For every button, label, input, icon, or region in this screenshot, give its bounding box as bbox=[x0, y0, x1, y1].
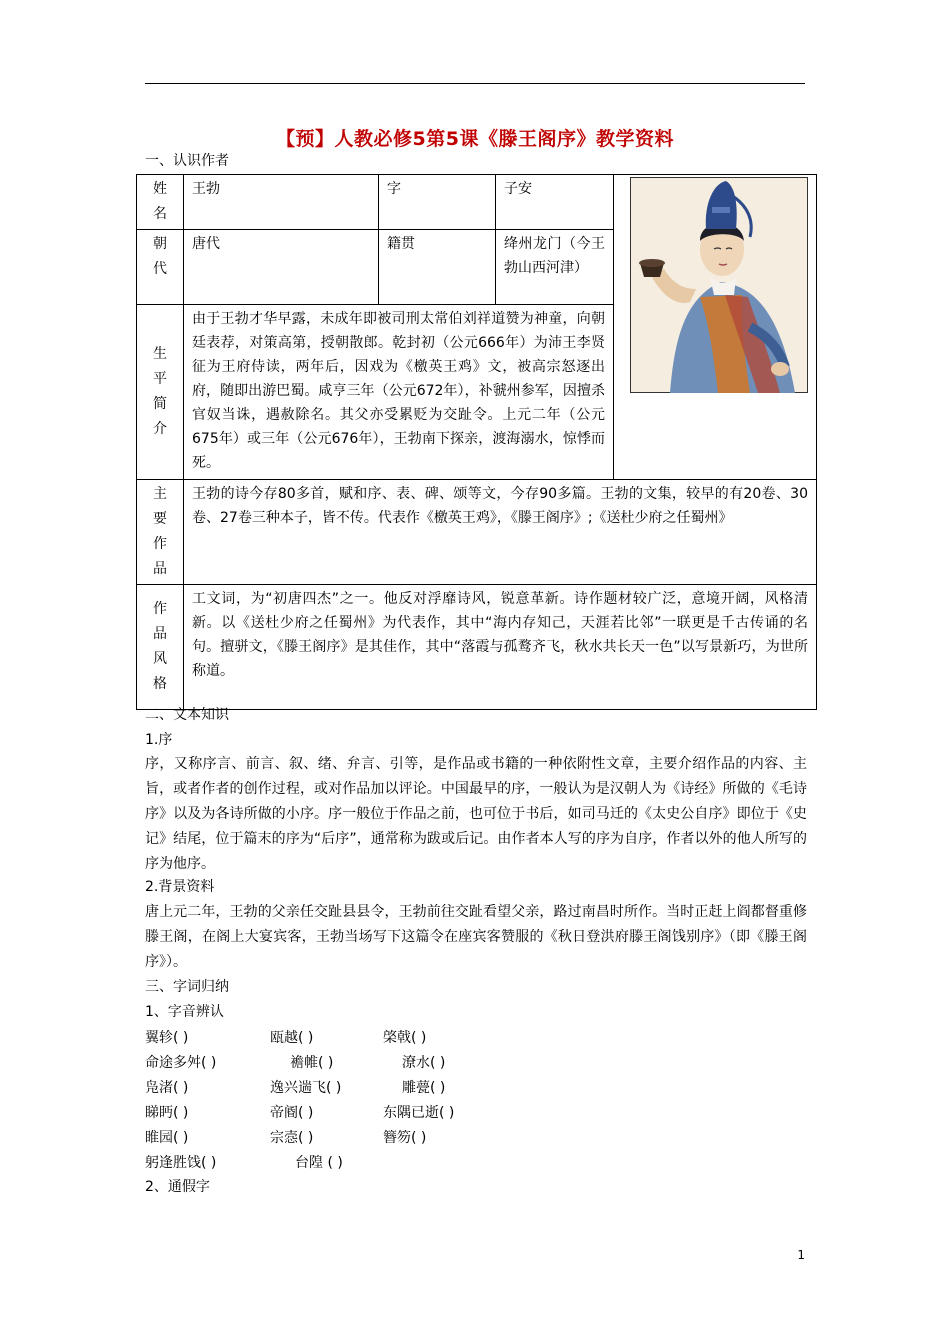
list-item: 凫渚( ) bbox=[145, 1080, 189, 1096]
name-value: 王勃 bbox=[184, 175, 379, 230]
list-item: 躬逢胜饯( ) bbox=[145, 1155, 217, 1171]
list-item: 翼轸( ) bbox=[145, 1030, 189, 1046]
dynasty-value: 唐代 bbox=[184, 230, 379, 305]
native-place-value: 绛州龙门（今王勃山西河津） bbox=[496, 230, 614, 305]
section-heading-vocabulary: 三、字词归纳 bbox=[145, 979, 229, 995]
document-title: 【预】人教必修5第5课《滕王阁序》教学资料 bbox=[276, 128, 674, 150]
header-rule bbox=[145, 83, 805, 84]
list-item: 帝阍( ) bbox=[270, 1105, 314, 1121]
biography-label: 生 平 简 介 bbox=[137, 305, 184, 480]
major-works-value: 王勃的诗今存80多首，赋和序、表、碑、颂等文，今存90多篇。王勃的文集，较早的有20卷、30卷、27卷三种本子，皆不传。代表作《檄英王鸡》，《滕王阁序》;《送杜少府之任蜀州》 bbox=[184, 480, 817, 585]
portrait-cell bbox=[614, 175, 817, 480]
subheading-preface: 1.序 bbox=[145, 732, 173, 748]
zi-value: 子安 bbox=[496, 175, 614, 230]
biography-value: 由于王勃才华早露，未成年即被司刑太常伯刘祥道赞为神童，向朝廷表荐，对策高第，授朝散郎。乾封初（公元666年）为沛王李贤征为王府侍读，两年后，因戏为《檄英王鸡》文，被高宗怒逐出府，随即出游巴蜀。咸亨三年（公元672年），补虢州参军，因擅杀官奴当诛，遇赦除名。其父亦受累贬为交趾令。上元二年（公元675年）或三年（公元676年），王勃南下探亲，渡海溺水，惊悸而死。 bbox=[184, 305, 614, 480]
major-works-label: 主 要 作 品 bbox=[137, 480, 184, 585]
page-number: 1 bbox=[797, 1248, 805, 1262]
section-heading-text-knowledge: 二、文本知识 bbox=[145, 707, 229, 723]
wang-bo-portrait bbox=[630, 177, 808, 393]
list-item: 棨戟( ) bbox=[383, 1030, 427, 1046]
subheading-background: 2.背景资料 bbox=[145, 879, 215, 895]
list-item: 瓯越( ) bbox=[270, 1030, 314, 1046]
name-label: 姓 名 bbox=[137, 175, 184, 230]
list-item: 雕甍( ) bbox=[402, 1080, 446, 1096]
list-item: 命途多舛( ) bbox=[145, 1055, 217, 1071]
list-item: 睇眄( ) bbox=[145, 1105, 189, 1121]
subheading-tongjia: 2、通假字 bbox=[145, 1179, 210, 1195]
list-item: 簪笏( ) bbox=[383, 1130, 427, 1146]
list-item: 台隍 ( ) bbox=[295, 1155, 343, 1171]
writing-style-value: 工文词，为“初唐四杰”之一。他反对浮靡诗风，锐意革新。诗作题材较广泛，意境开阔，风格清新。以《送杜少府之任蜀州》为代表作，其中“海内存知己，天涯若比邻”一联更是千古传诵的名句。擅骈文，《滕王阁序》是其佳作，其中“落霞与孤鹜齐飞，秋水共长天一色”以写景新巧，为世所称道。 bbox=[184, 585, 817, 710]
author-info-table bbox=[136, 174, 817, 710]
section-heading-author: 一、认识作者 bbox=[145, 153, 229, 169]
dynasty-label: 朝 代 bbox=[137, 230, 184, 305]
preface-paragraph: 序，又称序言、前言、叙、绪、弁言、引等，是作品或书籍的一种依附性文章，主要介绍作品的内容、主旨，或者作者的创作过程，或对作品加以评论。中国最早的序，一般认为是汉朝人为《诗经》所做的《毛诗序》以及为各诗所做的小序。序一般位于作品之前，也可位于书后，如司马迁的《太史公自序》即位于《史记》结尾，位于篇末的序为“后序”，通常称为跋或后记。由作者本人写的序为自序，作者以外的他人所写的序为他序。 bbox=[145, 756, 807, 872]
list-item: 逸兴遄飞( ) bbox=[270, 1080, 342, 1096]
subheading-pronunciation: 1、字音辨认 bbox=[145, 1004, 224, 1020]
list-item: 潦水( ) bbox=[402, 1055, 446, 1071]
writing-style-label: 作 品 风 格 bbox=[137, 585, 184, 710]
native-place-label: 籍贯 bbox=[379, 230, 496, 305]
zi-label: 字 bbox=[379, 175, 496, 230]
background-paragraph: 唐上元二年，王勃的父亲任交趾县县令，王勃前往交趾看望父亲，路过南昌时所作。当时正赶上阎都督重修滕王阁，在阁上大宴宾客，王勃当场写下这篇令在座宾客赞服的《秋日登洪府滕王阁饯别序》（即《滕王阁序》）。 bbox=[145, 904, 807, 970]
list-item: 东隅已逝( ) bbox=[383, 1105, 455, 1121]
list-item: 宗悫( ) bbox=[270, 1130, 314, 1146]
list-item: 襜帷( ) bbox=[290, 1055, 334, 1071]
list-item: 睢园( ) bbox=[145, 1130, 189, 1146]
